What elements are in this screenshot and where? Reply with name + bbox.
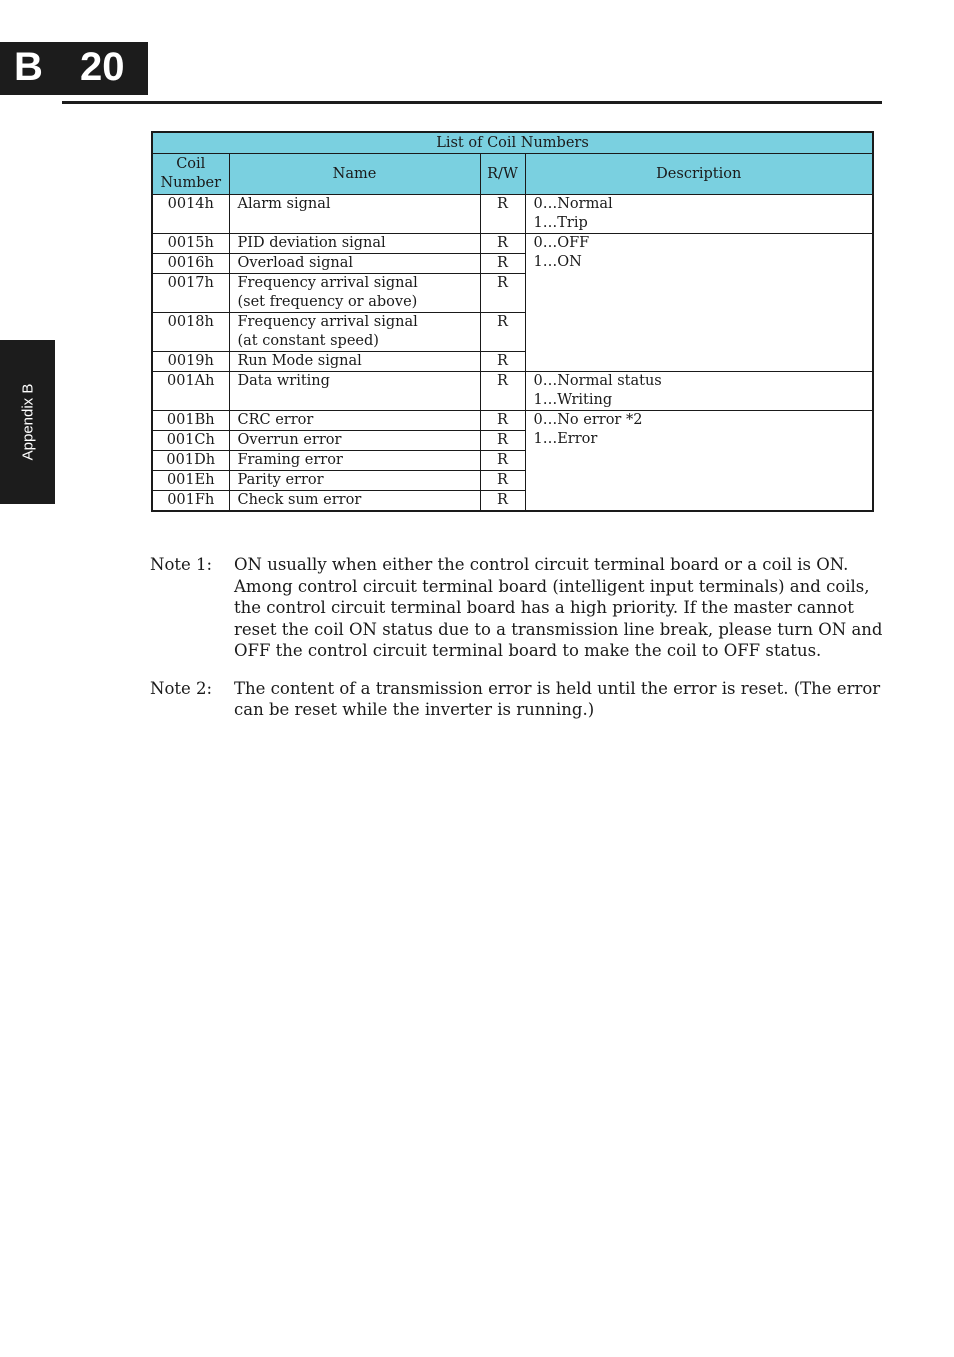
- coil-number: 001Dh: [152, 451, 229, 471]
- coil-description: 0…Normal status 1…Writing: [525, 372, 873, 411]
- appendix-side-tab: [0, 340, 55, 504]
- coil-number: 0018h: [152, 313, 229, 352]
- table-row: [152, 195, 873, 234]
- coil-description: 0…Normal 1…Trip: [525, 195, 873, 234]
- coil-number: 001Ch: [152, 431, 229, 451]
- coil-name: Data writing: [229, 372, 480, 411]
- coil-name: Framing error: [229, 451, 480, 471]
- coil-name: Check sum error: [229, 491, 480, 512]
- coil-number: 001Bh: [152, 411, 229, 431]
- page-number-tab: [0, 42, 148, 95]
- header-rule: [62, 101, 882, 104]
- column-header-description: Description: [525, 154, 873, 195]
- section-letter: B: [14, 45, 43, 89]
- note-text: ON usually when either the control circuit terminal board or a coil is ON. Among control circuit terminal board (intelligent input terminals) and coils, the control circuit terminal board has a high priority. If the master cannot reset the coil ON status due to a transmission line break, please turn ON and OFF the control circuit terminal board to make the coil to OFF status.: [234, 555, 883, 660]
- coil-numbers-table: [151, 131, 874, 512]
- coil-number: 0016h: [152, 254, 229, 274]
- coil-rw: R: [480, 234, 525, 254]
- coil-rw: R: [480, 352, 525, 372]
- coil-rw: R: [480, 372, 525, 411]
- page-number: 20: [80, 45, 125, 89]
- note-label: Note 1:: [150, 555, 213, 574]
- coil-rw: R: [480, 471, 525, 491]
- coil-number: 001Eh: [152, 471, 229, 491]
- coil-rw: R: [480, 431, 525, 451]
- column-header-rw: R/W: [480, 154, 525, 195]
- notes-section: [150, 554, 890, 737]
- coil-name: Overrun error: [229, 431, 480, 451]
- coil-rw: R: [480, 451, 525, 471]
- coil-description: 0…No error *2 1…Error: [525, 411, 873, 512]
- note-1: [150, 554, 890, 662]
- coil-name: Overload signal: [229, 254, 480, 274]
- coil-name: Parity error: [229, 471, 480, 491]
- note-label: Note 2:: [150, 678, 213, 698]
- coil-number: 0015h: [152, 234, 229, 254]
- coil-rw: R: [480, 491, 525, 512]
- coil-name: Frequency arrival signal (at constant speed): [229, 313, 480, 352]
- coil-number: 001Ah: [152, 372, 229, 411]
- coil-name: Run Mode signal: [229, 352, 480, 372]
- coil-name: Frequency arrival signal (set frequency or above): [229, 274, 480, 313]
- note-2: [150, 678, 890, 721]
- side-tab-label: Appendix B: [19, 383, 36, 461]
- table-title: List of Coil Numbers: [152, 132, 873, 154]
- column-header-name: Name: [229, 154, 480, 195]
- note-text: The content of a transmission error is held until the error is reset. (The error can be reset while the inverter is running.): [234, 678, 881, 719]
- coil-rw: R: [480, 254, 525, 274]
- table-row: [152, 411, 873, 431]
- coil-name: CRC error: [229, 411, 480, 431]
- coil-number: 0014h: [152, 195, 229, 234]
- coil-rw: R: [480, 313, 525, 352]
- coil-number: 0019h: [152, 352, 229, 372]
- coil-rw: R: [480, 195, 525, 234]
- coil-number: 0017h: [152, 274, 229, 313]
- table-row: [152, 372, 873, 411]
- table-row: [152, 234, 873, 254]
- column-header-coil: Coil Number: [152, 154, 229, 195]
- coil-description: 0…OFF 1…ON: [525, 234, 873, 372]
- coil-number: 001Fh: [152, 491, 229, 512]
- coil-rw: R: [480, 411, 525, 431]
- coil-name: PID deviation signal: [229, 234, 480, 254]
- coil-rw: R: [480, 274, 525, 313]
- coil-name: Alarm signal: [229, 195, 480, 234]
